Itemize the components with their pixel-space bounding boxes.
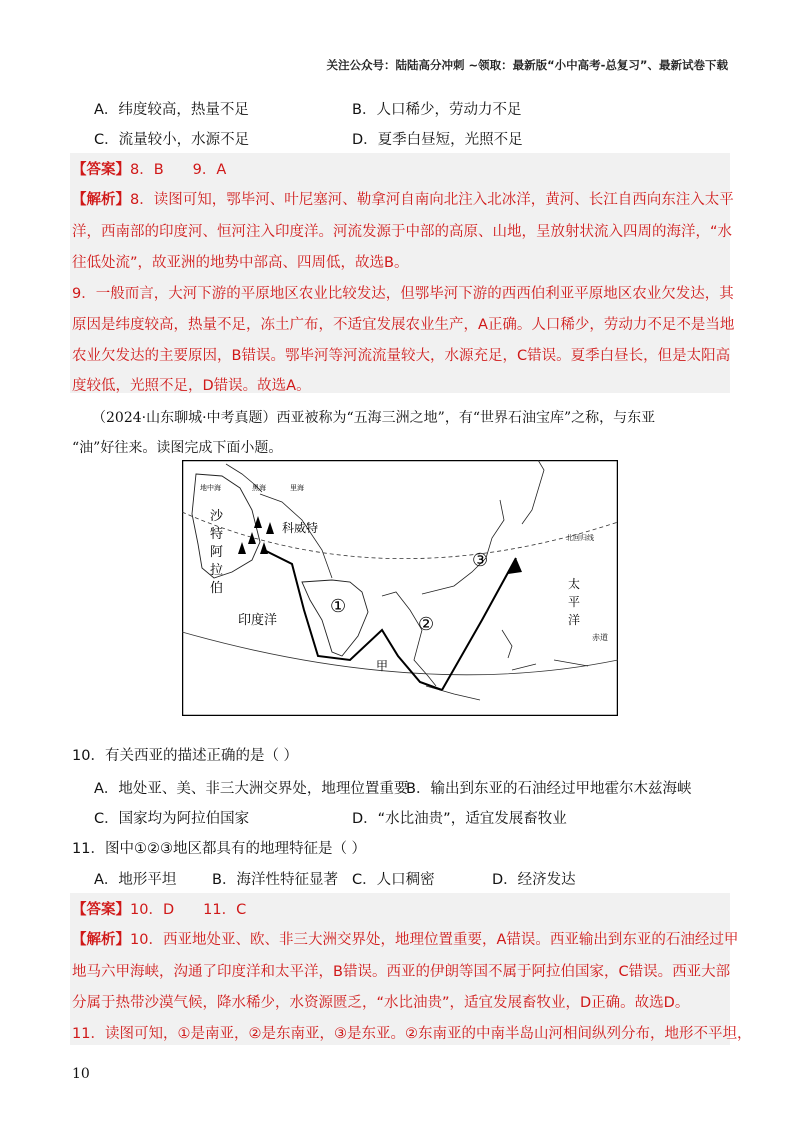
map-label-saudi: 特 [210, 527, 224, 542]
analysis-line: 9．一般而言，大河下游的平原地区农业比较发达，但鄂毕河下游的西西伯利亚平原地区农业欠发达，其 [72, 286, 734, 302]
page-number: 10 [72, 1066, 90, 1082]
answer-label: 【答案】 [72, 162, 130, 178]
analysis-label: 【解析】 [72, 932, 130, 948]
answer-line-1 [72, 158, 226, 179]
map-label-pacific: 洋 [568, 613, 581, 627]
answer-text: 10．D 11．C [130, 902, 247, 918]
q10-option-c: C．国家均为阿拉伯国家 [94, 811, 250, 827]
q9-option-d: D．夏季白昼短，光照不足 [352, 132, 523, 148]
map-label-saudi: 拉 [210, 563, 224, 578]
q10-option-a: A．地处亚、美、非三大洲交界处，地理位置重要 [94, 781, 409, 797]
map-label-saudi: 伯 [210, 581, 224, 596]
map-label-region-1: ① [330, 596, 347, 617]
analysis-line: 11．读图可知，①是南亚，②是东南亚，③是东亚。②东南亚的中南半岛山河相间纵列分布，地形不平坦， [72, 1026, 752, 1042]
q11-option-a: A．地形平坦 [94, 872, 177, 888]
analysis-line [72, 928, 738, 949]
analysis-label: 【解析】 [72, 192, 130, 208]
q11-option-b: B．海洋性特征显著 [212, 872, 338, 888]
q10-stem: 10．有关西亚的描述正确的是（ ） [72, 748, 299, 764]
map-label-tropic: 北回归线 [566, 534, 594, 542]
map-label-region-2: ② [418, 614, 435, 635]
map-label-sea: 里海 [290, 484, 304, 492]
map-label-saudi: 阿 [210, 545, 224, 560]
map-label-jia: 甲 [376, 659, 389, 673]
answer-line-2 [72, 898, 246, 919]
q11-option-d: D．经济发达 [492, 872, 576, 888]
analysis-line: 分属于热带沙漠气候，降水稀少，水资源匮乏，“水比油贵”，适宜发展畜牧业，D正确。故选D。 [72, 995, 690, 1011]
map-label-sea: 地中海 [200, 484, 221, 492]
analysis-line: 洋，西南部的印度河、恒河注入印度洋。河流发源于中部的高原、山地，呈放射状流入四周的海洋，“水 [72, 224, 733, 240]
map-label-region-3: ③ [472, 550, 489, 571]
map-label-pacific: 太 [568, 577, 581, 591]
west-asia-map [182, 460, 618, 716]
analysis-line: 地马六甲海峡，沟通了印度洋和太平洋，B错误。西亚的伊朗等国不属于阿拉伯国家，C错误。西亚大部 [72, 964, 731, 980]
q9-option-c: C．流量较小，水源不足 [94, 132, 250, 148]
question-intro-cont: “油”好往来。读图完成下面小题。 [72, 440, 283, 456]
answer-label: 【答案】 [72, 902, 130, 918]
analysis-text: 10．西亚地处亚、欧、非三大洲交界处，地理位置重要，A错误。西亚输出到东亚的石油经过甲 [130, 932, 739, 948]
map-label-kuwait: 科威特 [282, 521, 319, 535]
q10-option-d: D．“水比油贵”，适宜发展畜牧业 [352, 811, 567, 827]
analysis-line [72, 188, 734, 209]
analysis-line: 度较低，光照不足，D错误。故选A。 [72, 378, 311, 394]
question-intro: （2024·山东聊城·中考真题）西亚被称为“五海三洲之地”，有“世界石油宝库”之称，与东亚 [92, 410, 656, 426]
map-frame [183, 461, 618, 716]
map-label-indian-ocean: 印度洋 [238, 613, 278, 628]
q11-stem: 11．图中①②③地区都具有的地理特征是（ ） [72, 841, 367, 857]
page-header: 关注公众号：陆陆高分冲刺 ~领取：最新版“小中高考-总复习”、最新试卷下载 [326, 58, 728, 72]
analysis-line: 农业欠发达的主要原因，B错误。鄂毕河等河流流量较大，水源充足，C错误。夏季白昼长，但是太阳高 [72, 348, 731, 364]
map-label-saudi: 沙 [210, 509, 224, 524]
map-label-pacific: 平 [568, 595, 581, 609]
q9-option-a: A．纬度较高，热量不足 [94, 102, 249, 118]
analysis-text: 8．读图可知，鄂毕河、叶尼塞河、勒拿河自南向北注入北冰洋，黄河、长江自西向东注入太平 [130, 192, 734, 208]
answer-text: 8．B 9．A [130, 162, 227, 178]
analysis-line: 原因是纬度较高，热量不足，冻土广布，不适宜发展农业生产，A正确。人口稀少，劳动力不足不是当地 [72, 317, 735, 333]
q9-option-b: B．人口稀少，劳动力不足 [352, 102, 522, 118]
map-label-sea: 黑海 [252, 484, 266, 492]
q10-option-b: B．输出到东亚的石油经过甲地霍尔木兹海峡 [406, 781, 692, 797]
q11-option-c: C．人口稠密 [352, 872, 435, 888]
map-label-equator: 赤道 [592, 633, 608, 642]
analysis-line: 往低处流”，故亚洲的地势中部高、四周低，故选B。 [72, 255, 409, 271]
